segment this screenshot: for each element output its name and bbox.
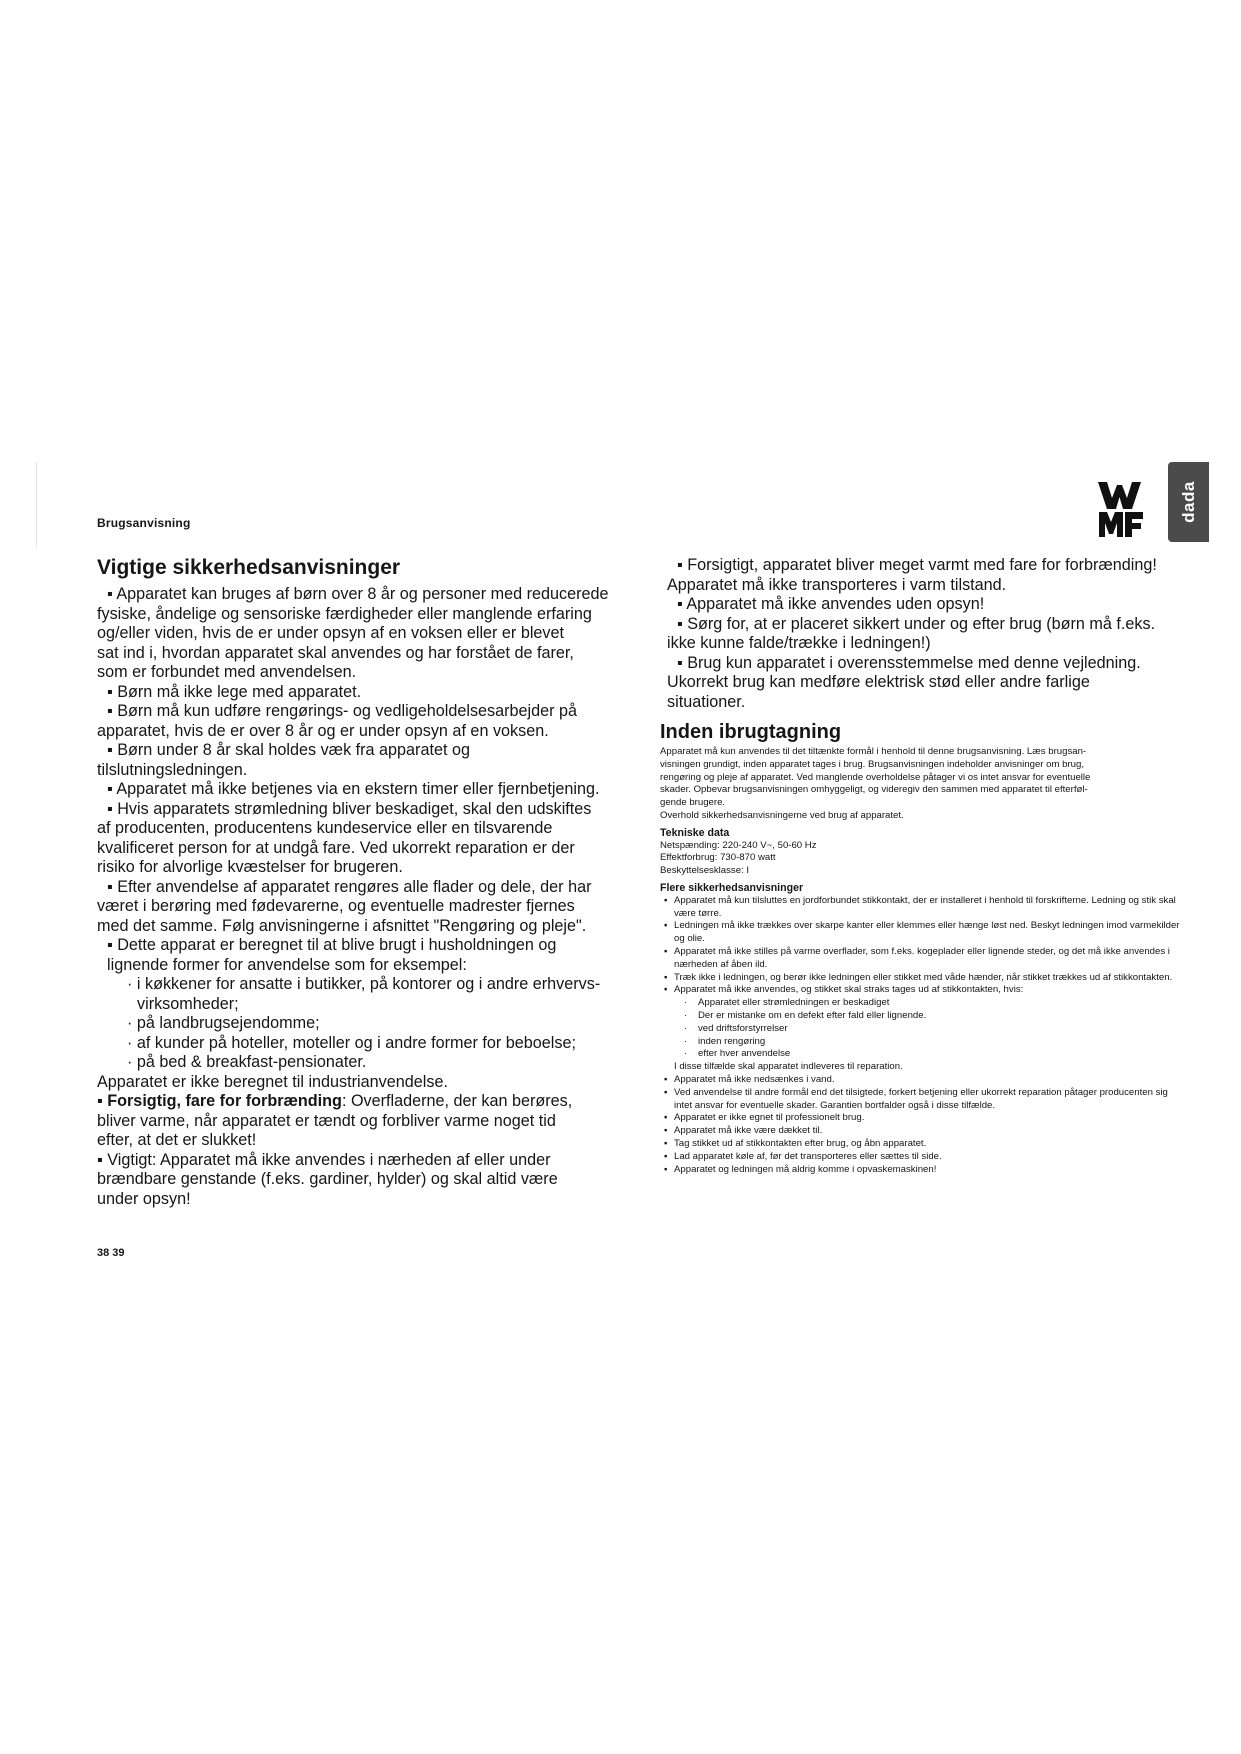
text-line: under opsyn! [97,1189,191,1208]
commissioning-section [660,746,1180,1176]
text-line: ▪ Apparatet må ikke betjenes via en ekstern timer eller fjernbetjening. [107,780,600,798]
text-line: tilslutningsledningen. [97,760,248,779]
text-line: skader. Opbevar brugsanvisningen omhyggeligt, og videregiv den sammen med apparatet til efterføl- [660,784,1088,796]
text-line: været i berøring med fødevarerne, og eventuelle madrester fjernes [97,897,575,915]
burn-warning-bold: ▪ Forsigtig, fare for forbrænding [97,1092,342,1110]
sub-list-item: · inden rengøring [660,1036,1180,1049]
text-line: og/eller viden, hvis de er under opsyn af en voksen eller er blevet [97,624,565,642]
sub-list-item: · ved driftsforstyrrelser [660,1023,1180,1036]
text-line: ▪ Børn må ikke lege med apparatet. [107,682,362,701]
text-line: situationer. [667,692,746,711]
tech-line: Beskyttelsesklasse: I [660,865,750,877]
list-item: ▪ Ledningen må ikke trækkes over skarpe kanter eller klemmes eller hænge løst ned. Beskyt ledningen imod varmekilder og olie. [660,920,1180,946]
text-line: Overhold sikkerhedsanvisningerne ved brug af apparatet. [660,809,904,821]
text-line: fysiske, åndelige og sensoriske færdigheder eller manglende erfaring [97,604,592,623]
language-tab-label: dada [1178,481,1198,523]
text-line: risiko for alvorlige kvæstelser for brugeren. [97,858,403,876]
text-line: ▪ Dette apparat er beregnet til at blive brugt i husholdningen og [107,936,557,954]
text-line: ▪ Sørg for, at er placeret sikkert under og efter brug (børn må f.eks. [677,614,1156,633]
repair-note: I disse tilfælde skal apparatet indleveres til reparation. [674,1061,903,1073]
text-line: ▪ Forsigtigt, apparatet bliver meget varmt med fare for forbrænding! [677,556,1157,574]
text-line: ▪ Børn må kun udføre rengørings- og vedligeholdelsesarbejder på [107,702,578,720]
text-line: Apparatet må ikke transporteres i varm tilstand. [667,575,1007,594]
list-item: ▪ Apparatet må ikke stilles på varme overflader, som f.eks. kogeplader eller lignende steder, og det må ikke anvendes i nærheden af åben ild. [660,946,1180,972]
text-line: lignende former for anvendelse som for eksempel: [107,955,467,974]
safety-title: Vigtige sikkerhedsanvisninger [97,556,401,579]
text-line: brændbare genstande (f.eks. gardiner, hylder) og skal altid være [97,1170,558,1188]
commissioning-title: Inden ibrugtagning [660,721,842,743]
text-line: ▪ Børn under 8 år skal holdes væk fra apparatet og [107,741,470,759]
more-safety-list [660,895,1180,1061]
list-item: ▪ Apparatet må ikke nedsænkes i vand. [660,1074,1180,1087]
text-line: sat ind i, hvordan apparatet skal anvendes og har forstået de farer, [97,643,574,662]
text-line: · af kunder på hoteller, moteller og i andre former for beboelse; [127,1033,576,1052]
text-line: gende brugere. [660,797,726,809]
text-line: ▪ Efter anvendelse af apparatet rengøres alle flader og dele, der har [107,877,592,896]
tech-line: Effektforbrug: 730-870 watt [660,852,776,864]
sub-list-item: · Der er mistanke om en defekt efter fald eller lignende. [660,1010,1180,1023]
text-line: Apparatet må kun anvendes til det tiltænkte formål i henhold til denne brugsanvisning. Læs brugsan- [660,746,1087,757]
text-line: rengøring og pleje af apparatet. Ved manglende overholdelse påtager vi os intet ansvar for eventuelle [660,771,1091,783]
text-line [97,1092,617,1112]
list-item: ▪ Apparatet må ikke være dækket til. [660,1125,1180,1138]
text-line: med det samme. Følg anvisningerne i afsnittet "Rengøring og pleje". [97,916,587,935]
text-line: ▪ Hvis apparatets strømledning bliver beskadiget, skal den udskiftes [107,799,592,818]
text-line: ▪ Apparatet kan bruges af børn over 8 år og personer med reducerede [107,585,609,603]
list-item: ▪ Apparatet er ikke egnet til professionelt brug. [660,1112,1180,1125]
text-line: Ukorrekt brug kan medføre elektrisk stød eller andre farlige [667,673,1090,691]
text-line: virksomheder; [137,994,239,1013]
text-line: · i køkkener for ansatte i butikker, på kontorer og i andre erhvervs- [127,975,601,993]
wmf-logo [1098,482,1148,538]
text-line: af producenten, producentens kundeservice eller en tilsvarende [97,819,553,837]
more-safety-title: Flere sikkerhedsanvisninger [660,881,804,894]
tech-data-title: Tekniske data [660,826,730,839]
sub-list-item: · Apparatet eller strømledningen er beskadiget [660,997,1180,1010]
tech-line: Netspænding: 220-240 V~, 50-60 Hz [660,839,817,851]
text-line: Apparatet er ikke beregnet til industrianvendelse. [97,1072,448,1091]
text-line: · på bed & breakfast-pensionater. [127,1053,367,1071]
safety-instructions [97,585,617,1209]
language-tab[interactable] [1168,462,1209,542]
text-line: som er forbundet med anvendelsen. [97,663,357,681]
list-item: ▪ Apparatet må ikke anvendes, og stikket skal straks tages ud af stikkontakten, hvis: [660,984,1180,997]
more-safety-list-2 [660,1074,1180,1176]
text-line: efter, at det er slukket! [97,1131,257,1149]
text-line: ▪ Vigtigt: Apparatet må ikke anvendes i nærheden af eller under [97,1150,551,1169]
text-line: bliver varme, når apparatet er tændt og forbliver varme noget tid [97,1111,556,1130]
list-item: ▪ Træk ikke i ledningen, og berør ikke ledningen eller stikket med våde hænder, når stikket trækkes ud af stikkontakten. [660,972,1180,985]
sub-list-item: · efter hver anvendelse [660,1048,1180,1061]
list-item: ▪ Apparatet og ledningen må aldrig komme i opvaskemaskinen! [660,1164,1180,1177]
text-line: ▪ Apparatet må ikke anvendes uden opsyn! [677,595,985,613]
list-item: ▪ Lad apparatet køle af, før det transporteres eller sættes til side. [660,1151,1180,1164]
text-line: ▪ Brug kun apparatet i overensstemmelse med denne vejledning. [677,653,1141,672]
burn-warning-text: : Overfladerne, der kan berøres, [341,1092,573,1110]
text-line: · på landbrugsejendomme; [127,1014,320,1032]
page-edge-line [36,462,37,548]
text-line: ikke kunne falde/trække i ledningen!) [667,634,931,652]
list-item: ▪ Ved anvendelse til andre formål end det tilsigtede, forkert betjening eller ukorrekt reparation påtager producenten sig intet ansvar for eventuelle skader. Garantien bortfalder også i disse tilfælde. [660,1087,1180,1113]
section-header: Brugsanvisning [97,516,191,530]
text-line: visningen grundigt, inden apparatet tages i brug. Brugsanvisningen indeholder anvisninger om brug, [660,758,1085,770]
text-line: kvalificeret person for at undgå fare. Ved ukorrekt reparation er der [97,838,575,857]
right-warnings [667,556,1187,712]
text-line: apparatet, hvis de er over 8 år og er under opsyn af en voksen. [97,721,549,740]
list-item: ▪ Tag stikket ud af stikkontakten efter brug, og åbn apparatet. [660,1138,1180,1151]
page-numbers: 38 39 [97,1247,125,1259]
list-item: ▪ Apparatet må kun tilsluttes en jordforbundet stikkontakt, der er installeret i henhold til forskrifterne. Ledning og stik skal være tørre. [660,895,1180,921]
